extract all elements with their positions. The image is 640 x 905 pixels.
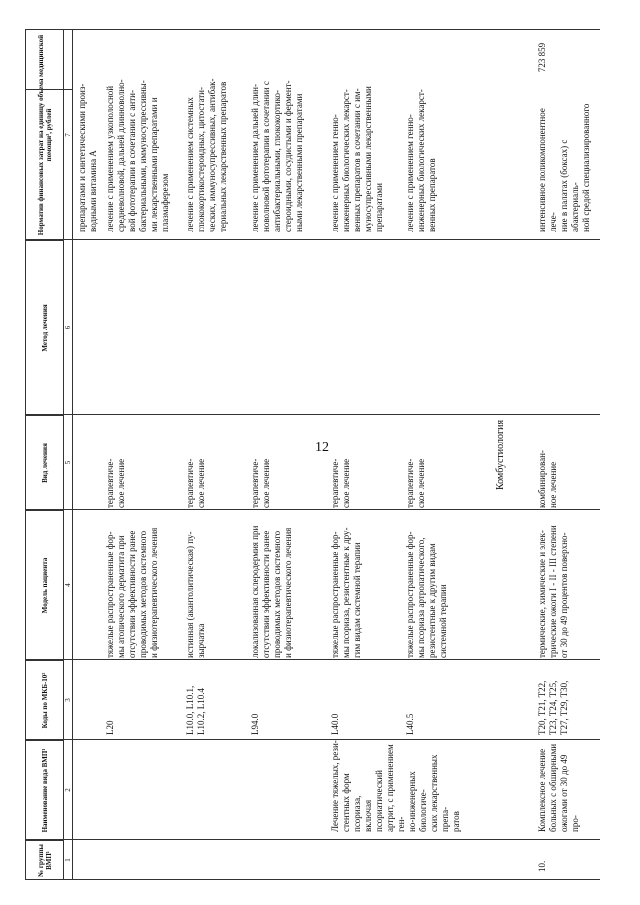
table-right-border <box>25 29 600 30</box>
section-title: Комбустиология <box>495 419 506 491</box>
table-cell-type: терапевтиче- ское лечение <box>405 458 426 508</box>
table-cell-type: комбинирован- ное лечение <box>537 450 558 508</box>
col-number-2: 2 <box>64 788 72 792</box>
header-model: Модель пациента <box>26 510 63 660</box>
table-cell-model: локализованная склеродермия при отсутствии эффективности ранее проводимых методов системного и физиотерапевтического лечения <box>250 525 293 658</box>
table-cell-method: лечение с применением системных глюкокортикостероидных, цитостати- ческих, иммуносупрессивных, антибак- териальных лекарственных препаратов <box>185 78 228 232</box>
col-sep-3 <box>25 659 600 660</box>
col-sep-2 <box>25 739 600 740</box>
table-cell-name: Комплексное лечение больных с обширными ожогами от 30 до 49 про- <box>537 743 580 832</box>
col-sep-6 <box>25 239 600 240</box>
col-sep-5 <box>25 414 600 415</box>
table-cell-model: тяжелые распространенные фор- мы псориаза, резистентные к дру- гим видам системной терапии <box>330 527 362 658</box>
col-number-7: 7 <box>64 133 72 137</box>
header-type: Вид лечения <box>26 415 63 510</box>
col-sep-dup <box>25 879 600 880</box>
table-cell-model: тяжелые распространенные фор- мы атопического дерматита при отсутствии эффективности ранее проводимых методов системного и физиотерапевтического лечения <box>105 527 159 658</box>
header-norm: Норматив финансовых затрат на единицу объема медицинской помощи³, рублей <box>36 34 53 236</box>
table-cell-type: терапевтиче- ское лечение <box>250 458 271 508</box>
header-codes: Коды по МКБ-10² <box>26 660 63 740</box>
table-cell-method: лечение с применением узкополосной средневолновой, дальней длинноволно- вой фототерапии в сочетании с анти- бактериальными, иммуносупрессивны- ми лекарственными препаратами и плазмаферезом <box>105 79 170 232</box>
col-number-4: 4 <box>64 583 72 587</box>
table-cell-method: лечение с применением генно- инженерных биологических лекарст- венных препаратов <box>405 89 437 232</box>
rotated-table <box>25 30 600 880</box>
col-sep-7 <box>25 89 72 90</box>
table-cell-method: лечение с применением дальней длин- новолновой фототерапии в сочетании с антибактериальными, глюкокортико- стероидными, сосудистыми и фермент- ными лекарственными препаратами <box>250 80 304 232</box>
table-cell-norm: 723 859 <box>537 42 547 73</box>
table-cell-codes: T20, T21, T22, T23, T24, T25, T27, T29, T30, <box>537 680 569 735</box>
header-name: Наименование вида ВМП¹ <box>26 740 63 840</box>
header-method: Метод лечения <box>26 240 63 415</box>
column-number-bottom-border <box>72 30 73 880</box>
table-cell-method: лечение с применением генно- инженерных биологических лекарст- венных препаратов в сочетании с им- муносупрессивными лекарственными препаратами <box>330 86 384 232</box>
col-number-5: 5 <box>64 460 72 465</box>
col-number-3: 3 <box>64 698 72 702</box>
table-cell-model: истинная (акантолитическая) пу- зырчатка <box>185 531 206 658</box>
table-cell-codes: L40.0 <box>330 713 340 735</box>
col-number-1: 1 <box>64 858 72 862</box>
col-sep-1 <box>25 839 600 840</box>
table-cell-type: терапевтиче- ское лечение <box>105 458 126 508</box>
table-cell-group: 10. <box>537 860 547 872</box>
table-cell-codes: L10.0, L10.1, L10.2, L10.4 <box>185 685 206 735</box>
col-sep-4 <box>25 509 600 510</box>
page-number: 12 <box>315 440 329 455</box>
table-cell-type: терапевтиче- ское лечение <box>330 458 351 508</box>
table-cell-method: препаратами и синтетическими произ- водными витамина А <box>77 83 98 232</box>
table-cell-type: терапевтиче- ское лечение <box>185 458 206 508</box>
header-group: № группы ВМП¹ <box>26 840 63 880</box>
table-cell-model: термические, химические и элек- трические ожоги I - II - III степени от 30 до 49 процентов поверхно- <box>537 525 569 658</box>
col-number-6: 6 <box>64 325 72 330</box>
table-cell-codes: L94.0 <box>250 713 260 735</box>
table-cell-model: тяжелые распространенные фор- мы псориаза артропатического, резистентные к другим видам системной терапии <box>405 531 448 658</box>
table-cell-codes: L20 <box>105 720 115 735</box>
table-cell-name: Лечение тяжелых, рези- стентных форм псориаза, включая псориатический артрит, с применением ген- но-инженерных биологиче- ских лекарственных препа- ратов <box>330 740 461 832</box>
table-cell-codes: L40.5 <box>405 713 415 735</box>
table-cell-method: интенсивное поликомпонентное лече- ние в палатах (боксах) с абактериаль- ной средой специализированного <box>537 103 591 232</box>
